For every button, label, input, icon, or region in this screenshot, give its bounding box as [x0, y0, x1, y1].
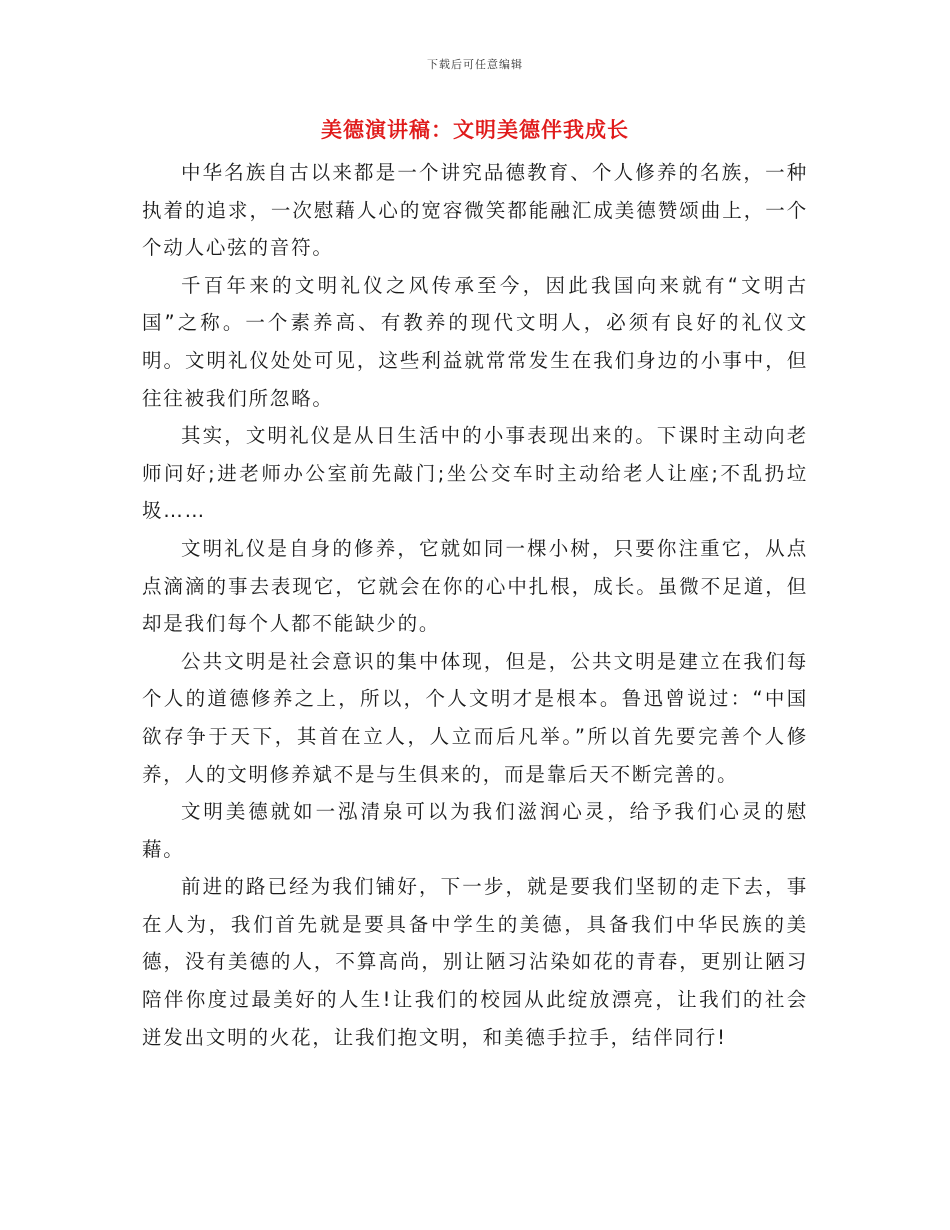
paragraph-6: 文明美德就如一泓清泉可以为我们滋润心灵，给予我们心灵的慰藉。 — [142, 800, 808, 861]
paragraph-5: 公共文明是社会意识的集中体现，但是，公共文明是建立在我们每个人的道德修养之上，所以，个人文明才是根本。鲁迅曾说过：“中国欲存争于天下，其首在立人，人立而后凡举。”所以首先要完善个人修养，人的文明修养斌不是与生俱来的，而是靠后天不断完善的。 — [142, 649, 808, 786]
paragraph-1: 中华名族自古以来都是一个讲究品德教育、个人修养的名族，一种执着的追求，一次慰藉人心的宽容微笑都能融汇成美德赞颂曲上，一个个动人心弦的音符。 — [142, 161, 808, 260]
paragraph-3: 其实，文明礼仪是从日生活中的小事表现出来的。下课时主动向老师问好;进老师办公室前先敲门;坐公交车时主动给老人让座;不乱扔垃圾…… — [142, 424, 808, 523]
paragraph-2: 千百年来的文明礼仪之风传承至今，因此我国向来就有“文明古国”之称。一个素养高、有教养的现代文明人，必须有良好的礼仪文明。文明礼仪处处可见，这些利益就常常发生在我们身边的小事中，但往往被我们所忽略。 — [142, 273, 808, 410]
page-header-note: 下载后可任意编辑 — [427, 58, 523, 71]
paragraph-4: 文明礼仪是自身的修养，它就如同一棵小树，只要你注重它，从点点滴滴的事去表现它，它就会在你的心中扎根，成长。虽微不足道，但却是我们每个人都不能缺少的。 — [142, 536, 808, 636]
document-body — [142, 154, 808, 1056]
paragraph-7: 前进的路已经为我们铺好，下一步，就是要我们坚韧的走下去，事在人为，我们首先就是要具备中学生的美德，具备我们中华民族的美德，没有美德的人，不算高尚，别让陋习沾染如花的青春，更别让陋习陪伴你度过最美好的人生!让我们的校园从此绽放漂亮，让我们的社会迸发出文明的火花，让我们抱文明，和美德手拉手，结伴同行! — [142, 875, 808, 1049]
document-title: 美德演讲稿：文明美德伴我成长 — [321, 118, 629, 142]
